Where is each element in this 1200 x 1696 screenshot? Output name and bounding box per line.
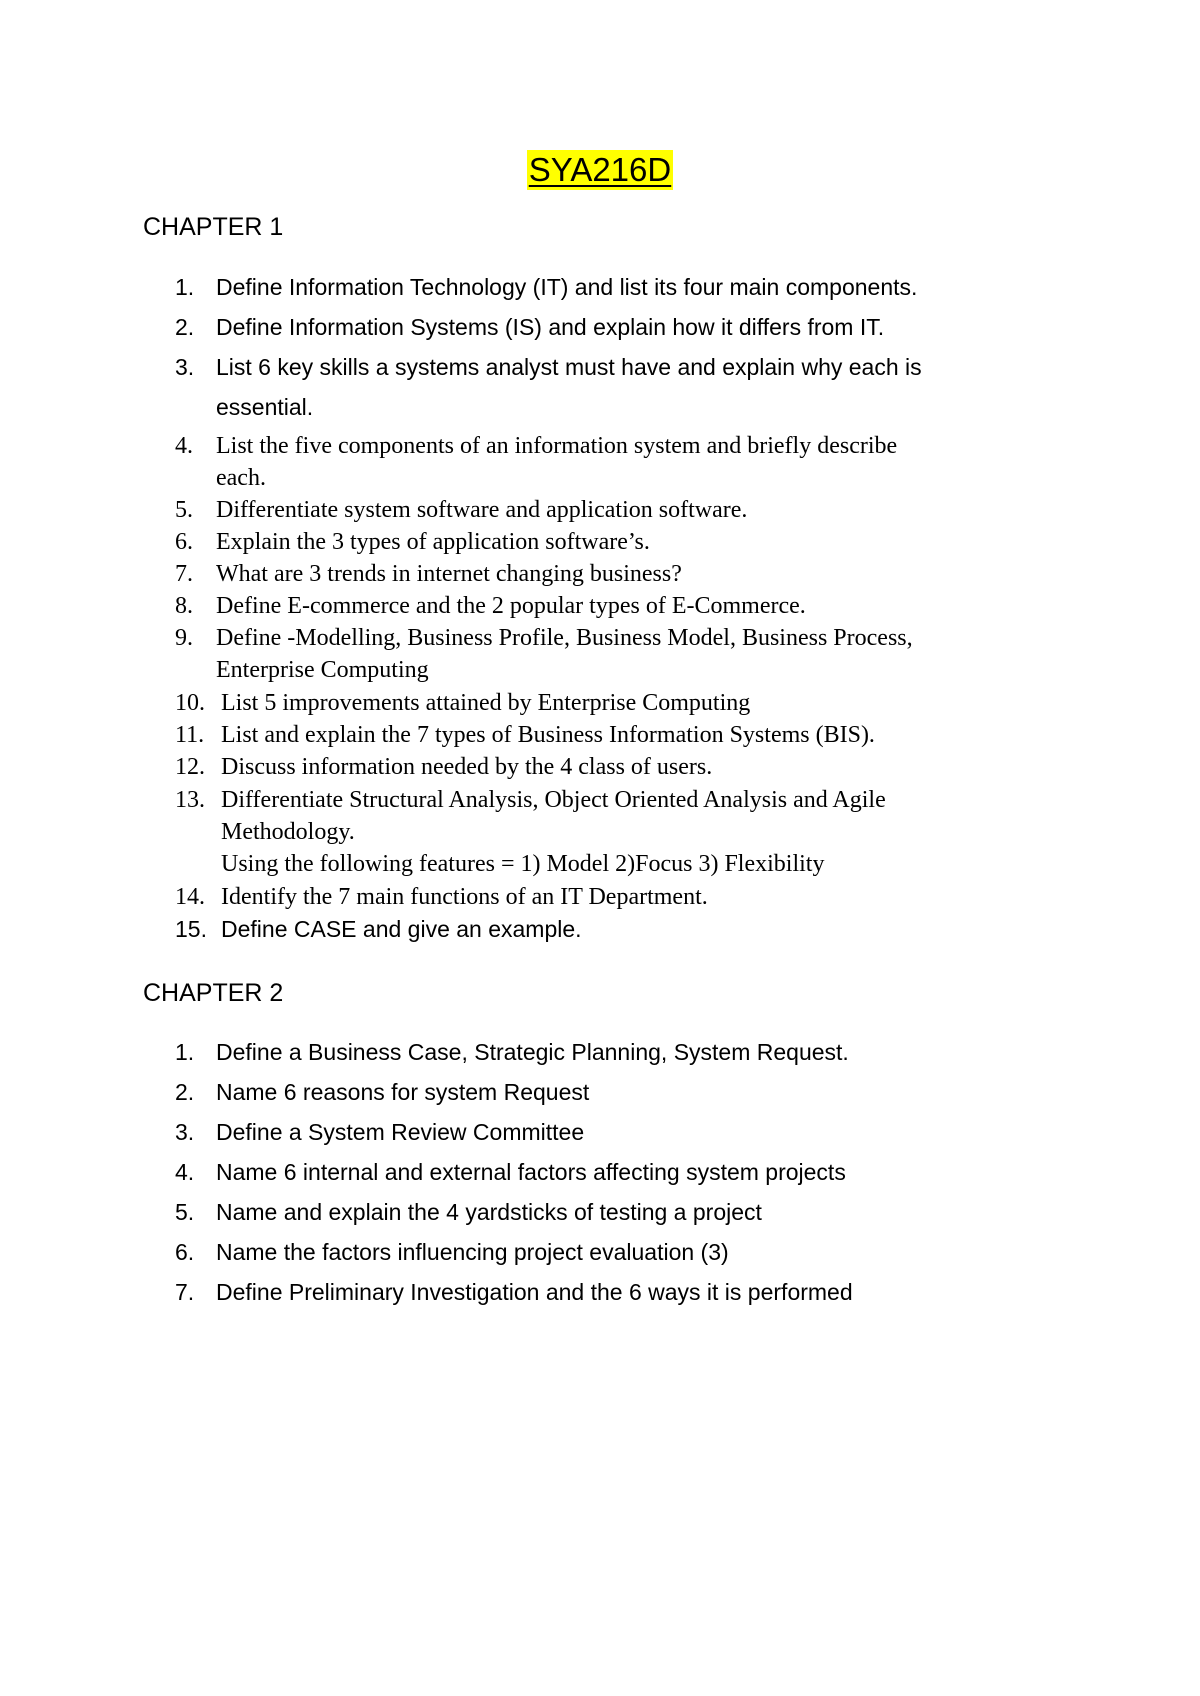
list-item-text: essential. [216,394,314,420]
list-item-text: List 5 improvements attained by Enterprise Computing [221,690,751,716]
list-item-number: 2. [175,1079,195,1105]
chapter-2-heading: CHAPTER 2 [143,979,284,1007]
list-item-number: 1. [175,1039,195,1065]
list-item-number: 3. [175,1119,195,1145]
list-item-number: 9. [175,625,193,651]
list-item-number: 1. [175,274,195,300]
list-item-text: Methodology. [221,819,355,845]
list-item-number: 6. [175,529,193,555]
list-item-text: Name the factors influencing project evaluation (3) [216,1239,729,1265]
list-item-text: Define E-commerce and the 2 popular types of E-Commerce. [216,593,806,619]
list-item-text: Identify the 7 main functions of an IT Department. [221,884,708,910]
list-item-number: 10. [175,690,205,716]
list-item-text: Define -Modelling, Business Profile, Business Model, Business Process, [216,625,913,651]
list-item-text: Name 6 reasons for system Request [216,1079,590,1105]
list-item-text: List 6 key skills a systems analyst must have and explain why each is [216,354,922,380]
list-item-number: 8. [175,593,193,619]
list-item-text: List the five components of an information system and briefly describe [216,433,898,459]
list-item-text: Define Information Technology (IT) and list its four main components. [216,274,918,300]
list-item-number: 7. [175,1279,195,1305]
list-item-number: 7. [175,561,193,587]
list-item-text: Differentiate system software and application software. [216,497,748,523]
title-container [0,150,1200,190]
chapter-1-heading: CHAPTER 1 [143,213,284,241]
list-item-text: Name 6 internal and external factors affecting system projects [216,1159,846,1185]
list-item-text: Discuss information needed by the 4 class of users. [221,754,713,780]
list-item-text: Define a System Review Committee [216,1119,585,1145]
list-item-text: Explain the 3 types of application software’s. [216,529,650,555]
list-item-text: Define Preliminary Investigation and the 6 ways it is performed [216,1279,853,1305]
list-item-number: 14. [175,884,205,910]
list-item-number: 3. [175,354,195,380]
list-item-number: 12. [175,754,205,780]
list-item-text: Differentiate Structural Analysis, Object Oriented Analysis and Agile [221,787,886,813]
list-item-number: 11. [175,722,205,748]
list-item-number: 13. [175,787,205,813]
list-item-text: Define CASE and give an example. [221,916,582,942]
list-item-number: 4. [175,1159,195,1185]
list-item-number: 4. [175,433,193,459]
list-item-text: What are 3 trends in internet changing business? [216,561,682,587]
list-item-text: each. [216,465,266,491]
list-item-text: List and explain the 7 types of Business Information Systems (BIS). [221,722,875,748]
list-item-number: 5. [175,497,193,523]
list-item-number: 2. [175,314,195,340]
list-item-number: 6. [175,1239,195,1265]
list-item-text: Using the following features = 1) Model 2)Focus 3) Flexibility [221,851,825,877]
list-item-number: 5. [175,1199,195,1225]
list-item-text: Define Information Systems (IS) and explain how it differs from IT. [216,314,885,340]
list-item-text: Name and explain the 4 yardsticks of testing a project [216,1199,762,1225]
list-item-text: Define a Business Case, Strategic Planning, System Request. [216,1039,849,1065]
document-title: SYA216D [528,151,672,188]
list-item-number: 15. [175,916,207,942]
list-item-text: Enterprise Computing [216,657,429,683]
